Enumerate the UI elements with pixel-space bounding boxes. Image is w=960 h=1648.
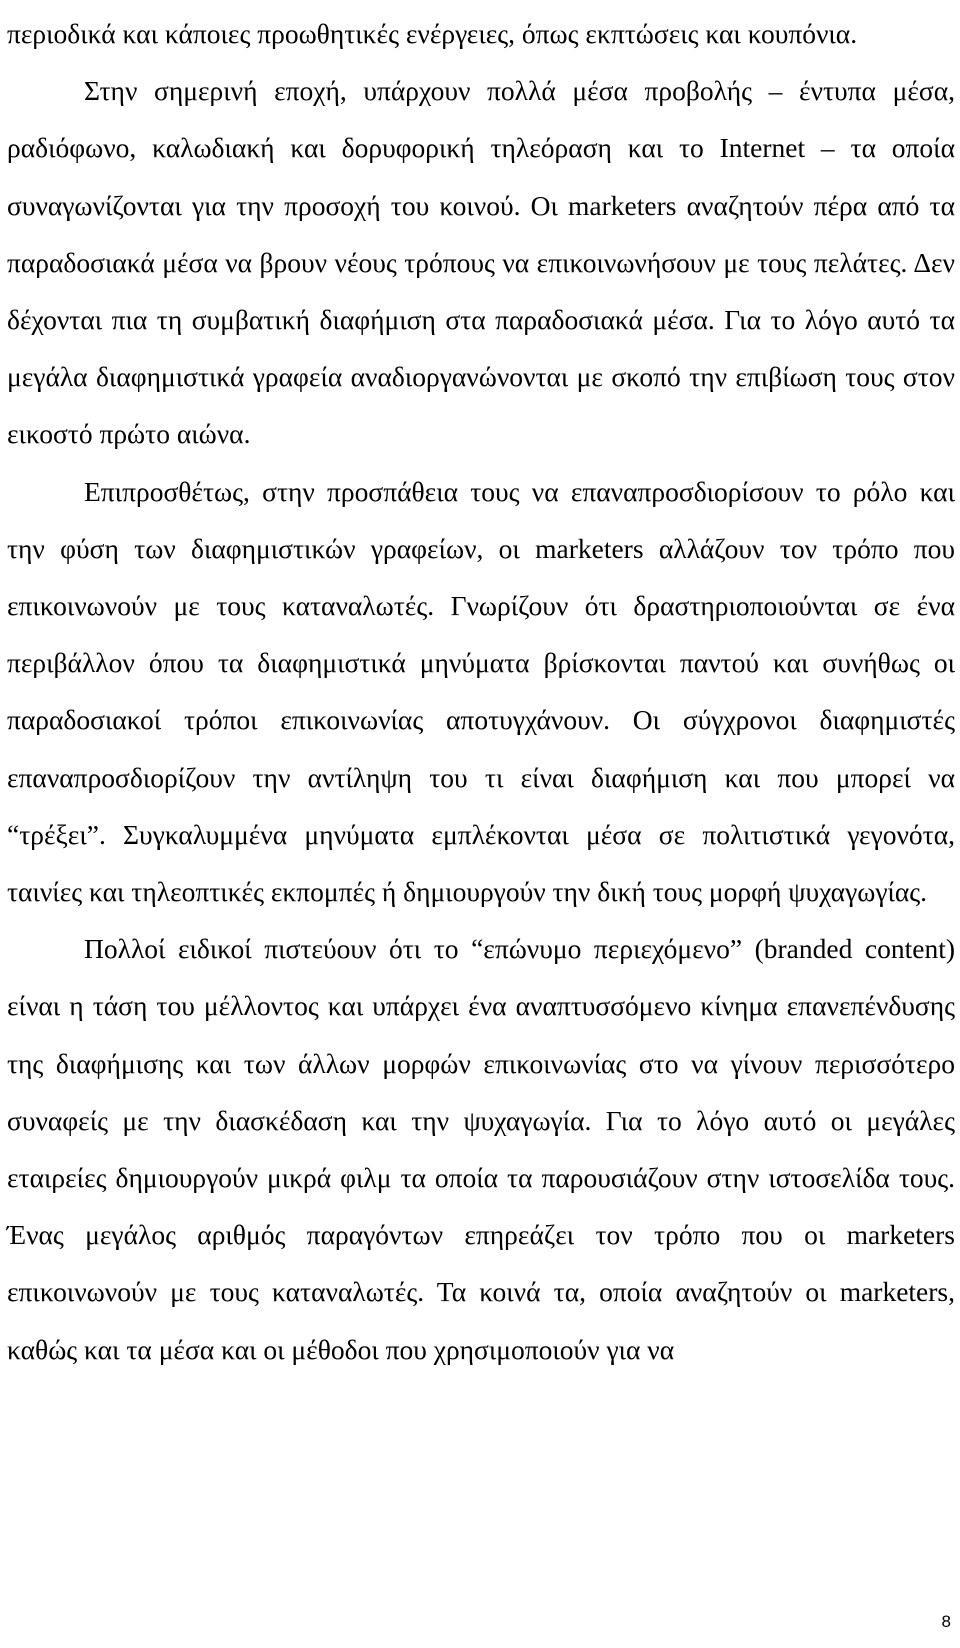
document-body [7, 5, 955, 1378]
paragraph-branded-content: Πολλοί ειδικοί πιστεύουν ότι το “επώνυμο περιεχόμενο” (branded content) είναι η τάση του μέλλοντος και υπάρχει ένα αναπτυσσόμενο κίνημα επανεπένδυσης της διαφήμισης και των άλλων μορφών επικοινωνίας στο να γίνουν περισσότερο συναφείς με την διασκέδαση και την ψυχαγωγία. Για το λόγο αυτό οι μεγάλες εταιρείες δημιουργούν μικρά φιλμ τα οποία τα παρουσιάζουν στην ιστοσελίδα τους. Ένας μεγάλος αριθμός παραγόντων επηρεάζει τον τρόπο που οι marketers επικοινωνούν με τους καταναλωτές. Τα κοινά τα, οποία αναζητούν οι marketers, καθώς και τα μέσα και οι μέθοδοι που χρησιμοποιούν για να [7, 933, 955, 1365]
paragraph-media-channels: Στην σημερινή εποχή, υπάρχουν πολλά μέσα προβολής – έντυπα μέσα, ραδιόφωνο, καλωδιακή και δορυφορική τηλεόραση και το Internet – τα οποία συναγωνίζονται για την προσοχή του κοινού. Οι marketers αναζητούν πέρα από τα παραδοσιακά μέσα να βρουν νέους τρόπους να επικοινωνήσουν με τους πελάτες. Δεν δέχονται πια τη συμβατική διαφήμιση στα παραδοσιακά μέσα. Για το λόγο αυτό τα μεγάλα διαφημιστικά γραφεία αναδιοργανώνονται με σκοπό την επιβίωση τους στον εικοστό πρώτο αιώνα. [7, 75, 955, 450]
paragraph-continued: περιοδικά και κάποιες προωθητικές ενέργειες, όπως εκπτώσεις και κουπόνια. [7, 18, 858, 49]
page-number: 8 [941, 1612, 951, 1631]
paragraph-redefining-advertising: Επιπροσθέτως, στην προσπάθεια τους να επαναπροσδιορίσουν το ρόλο και την φύση των διαφημιστικών γραφείων, οι marketers αλλάζουν τον τρόπο που επικοινωνούν με τους καταναλωτές. Γνωρίζουν ότι δραστηριοποιούνται σε ένα περιβάλλον όπου τα διαφημιστικά μηνύματα βρίσκονται παντού και συνήθως οι παραδοσιακοί τρόποι επικοινωνίας αποτυγχάνουν. Οι σύγχρονοι διαφημιστές επαναπροσδιορίζουν την αντίληψη του τι είναι διαφήμιση και που μπορεί να “τρέξει”. Συγκαλυμμένα μηνύματα εμπλέκονται μέσα σε πολιτιστικά γεγονότα, ταινίες και τηλεοπτικές εκπομπές ή δημιουργούν την δική τους μορφή ψυχαγωγίας. [7, 475, 955, 908]
